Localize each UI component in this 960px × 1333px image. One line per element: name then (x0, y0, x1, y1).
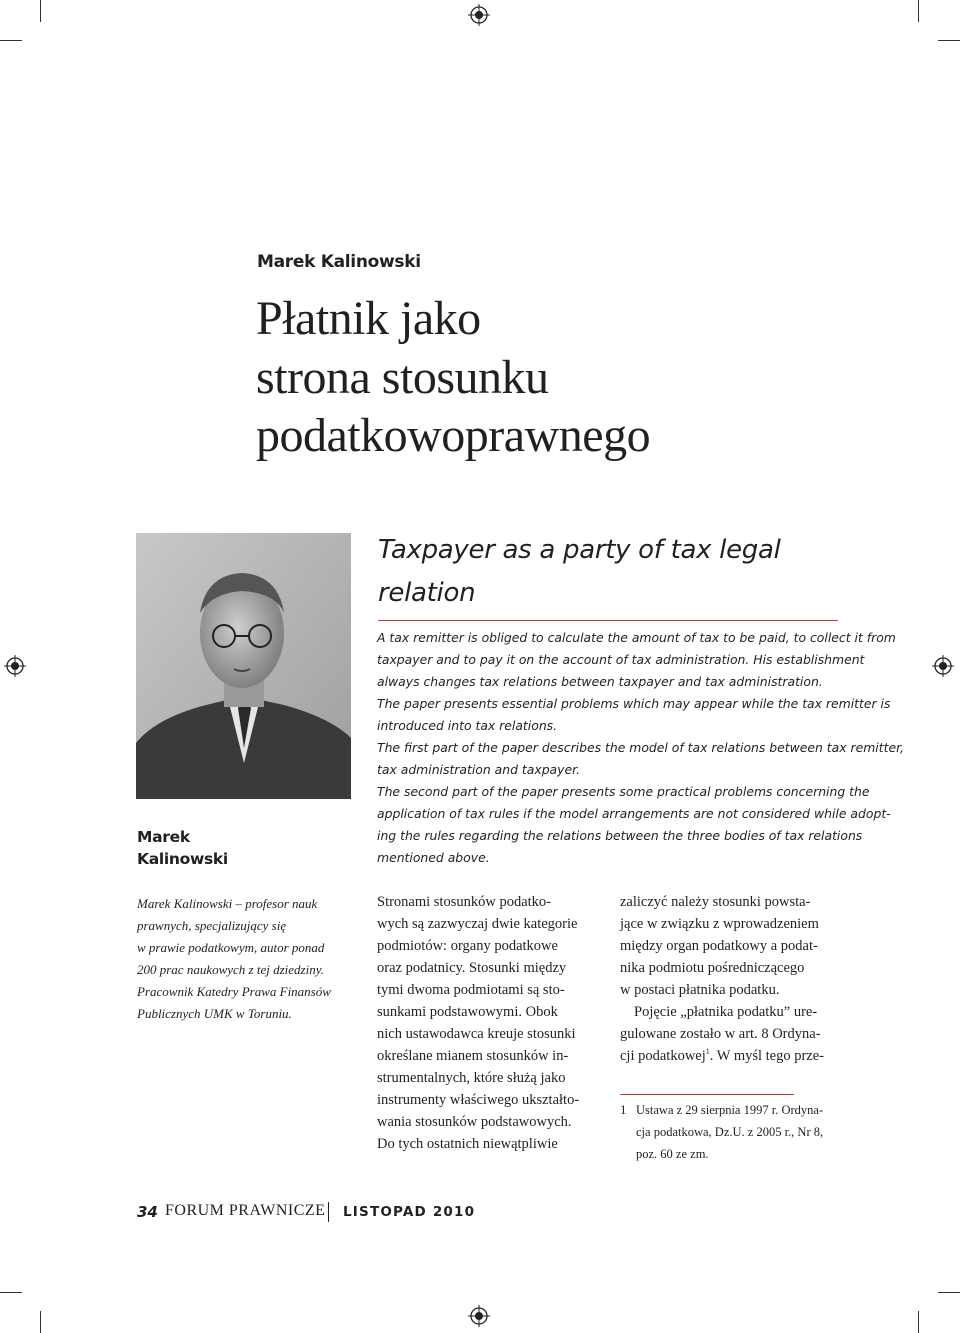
journal-name: FORUM PRAWNICZE (165, 1202, 326, 1219)
body-line (620, 1045, 842, 1067)
body-line: określane mianem stosunków in- (377, 1048, 569, 1064)
abstract-line: The first part of the paper describes the model of tax relations between tax remitter, (377, 740, 904, 755)
title-line: strona stosunku (256, 350, 549, 404)
body-text: . W myśl tego prze- (709, 1048, 825, 1064)
abstract-line: ing the rules regarding the relations between the three bodies of tax relations (377, 828, 863, 843)
crop-mark-top-right-v (918, 0, 919, 22)
body-line: Do tych ostatnich niewątpliwie (377, 1136, 558, 1152)
abstract-line: A tax remitter is obliged to calculate the amount of tax to be paid, to collect it from (377, 630, 896, 645)
page-number: 34 (137, 1203, 158, 1221)
article-title (256, 290, 650, 466)
body-line: jące w związku z wprowadzeniem (620, 916, 819, 932)
body-line: wych są zazwyczaj dwie kategorie (377, 916, 578, 932)
registration-mark-icon (4, 655, 26, 677)
body-line: zaliczyć należy stosunki powsta- (620, 894, 811, 910)
bio-line: Marek Kalinowski – profesor nauk (137, 896, 318, 911)
body-line: oraz podatnicy. Stosunki między (377, 960, 567, 976)
bio-line: w prawie podatkowym, autor ponad (137, 940, 325, 955)
sidebar-author-line: Marek (137, 828, 190, 846)
sidebar-author-line: Kalinowski (137, 850, 228, 868)
crop-mark-top-left-v (40, 0, 41, 22)
body-text: cji podatkowej (620, 1048, 706, 1064)
issue-date: LISTOPAD 2010 (343, 1204, 476, 1220)
body-line: w postaci płatnika podatku. (620, 982, 780, 998)
footnote-line: Ustawa z 29 sierpnia 1997 r. Ordyna- (636, 1103, 824, 1117)
body-line: instrumenty właściwego ukształto- (377, 1092, 580, 1108)
footnote-ref[interactable]: 1 (705, 1047, 710, 1057)
footnote-line: poz. 60 ze zm. (636, 1147, 709, 1161)
body-column-right (620, 891, 842, 1067)
registration-mark-icon (468, 4, 490, 26)
body-line: między organ podatkowy a podat- (620, 938, 818, 954)
footnote-number: 1 (620, 1102, 627, 1117)
body-column-left (377, 891, 602, 1155)
crop-mark-top-left-h (0, 40, 22, 41)
body-line: nika podmiotu pośredniczącego (620, 960, 805, 976)
title-line: podatkowoprawnego (256, 409, 651, 462)
article-author: Marek Kalinowski (257, 252, 421, 272)
body-line: wania stosunków podstawowych. (377, 1114, 572, 1130)
body-line: Stronami stosunków podatko- (377, 894, 551, 910)
title-line: Płatnik jako (256, 292, 481, 345)
bio-line: Publicznych UMK w Toruniu. (137, 1006, 292, 1021)
abstract (377, 627, 904, 869)
registration-mark-icon (932, 655, 954, 677)
abstract-line: The paper presents essential problems which may appear while the tax remitter is (377, 696, 891, 711)
abstract-line: introduced into tax relations. (377, 718, 558, 733)
title-divider (378, 620, 838, 621)
crop-mark-bottom-right-h (938, 1292, 960, 1293)
abstract-line: mentioned above. (377, 850, 490, 865)
author-photo (136, 533, 351, 799)
abstract-line: application of tax rules if the model arrangements are not considered while adopt- (377, 806, 891, 821)
footer-divider (328, 1202, 329, 1222)
body-line: strumentalnych, które służą jako (377, 1070, 566, 1086)
crop-mark-bottom-right-v (918, 1311, 919, 1333)
bio-line: Pracownik Katedry Prawa Finansów (137, 984, 331, 999)
abstract-line: The second part of the paper presents some practical problems concerning the (377, 784, 870, 799)
body-line: podmiotów: organy podatkowe (377, 938, 558, 954)
english-title: Taxpayer as a party of tax legal relation (378, 535, 781, 608)
abstract-line: always changes tax relations between taxpayer and tax administration. (377, 674, 823, 689)
body-line: nich ustawodawca kreuje stosunki (377, 1026, 576, 1042)
abstract-line: taxpayer and to pay it on the account of tax administration. His establishment (377, 652, 865, 667)
body-line: gulowane zostało w art. 8 Ordyna- (620, 1026, 821, 1042)
body-line: sunkami podstawowymi. Obok (377, 1004, 558, 1020)
footnote-text (636, 1099, 846, 1165)
footnote-line: cja podatkowa, Dz.U. z 2005 r., Nr 8, (636, 1125, 824, 1139)
sidebar-author (137, 826, 228, 870)
registration-mark-icon (468, 1305, 490, 1327)
body-line: Pojęcie „płatnika podatku” ure- (634, 1004, 818, 1020)
abstract-line: tax administration and taxpayer. (377, 762, 581, 777)
bio-line: 200 prac naukowych z tej dziedziny. (137, 962, 325, 977)
body-line: tymi dwoma podmiotami są sto- (377, 982, 565, 998)
bio-line: prawnych, specjalizujący się (137, 918, 287, 933)
crop-mark-bottom-left-v (40, 1311, 41, 1333)
author-bio (137, 893, 359, 1025)
footnote-divider (620, 1094, 794, 1095)
crop-mark-bottom-left-h (0, 1292, 22, 1293)
crop-mark-top-right-h (938, 40, 960, 41)
